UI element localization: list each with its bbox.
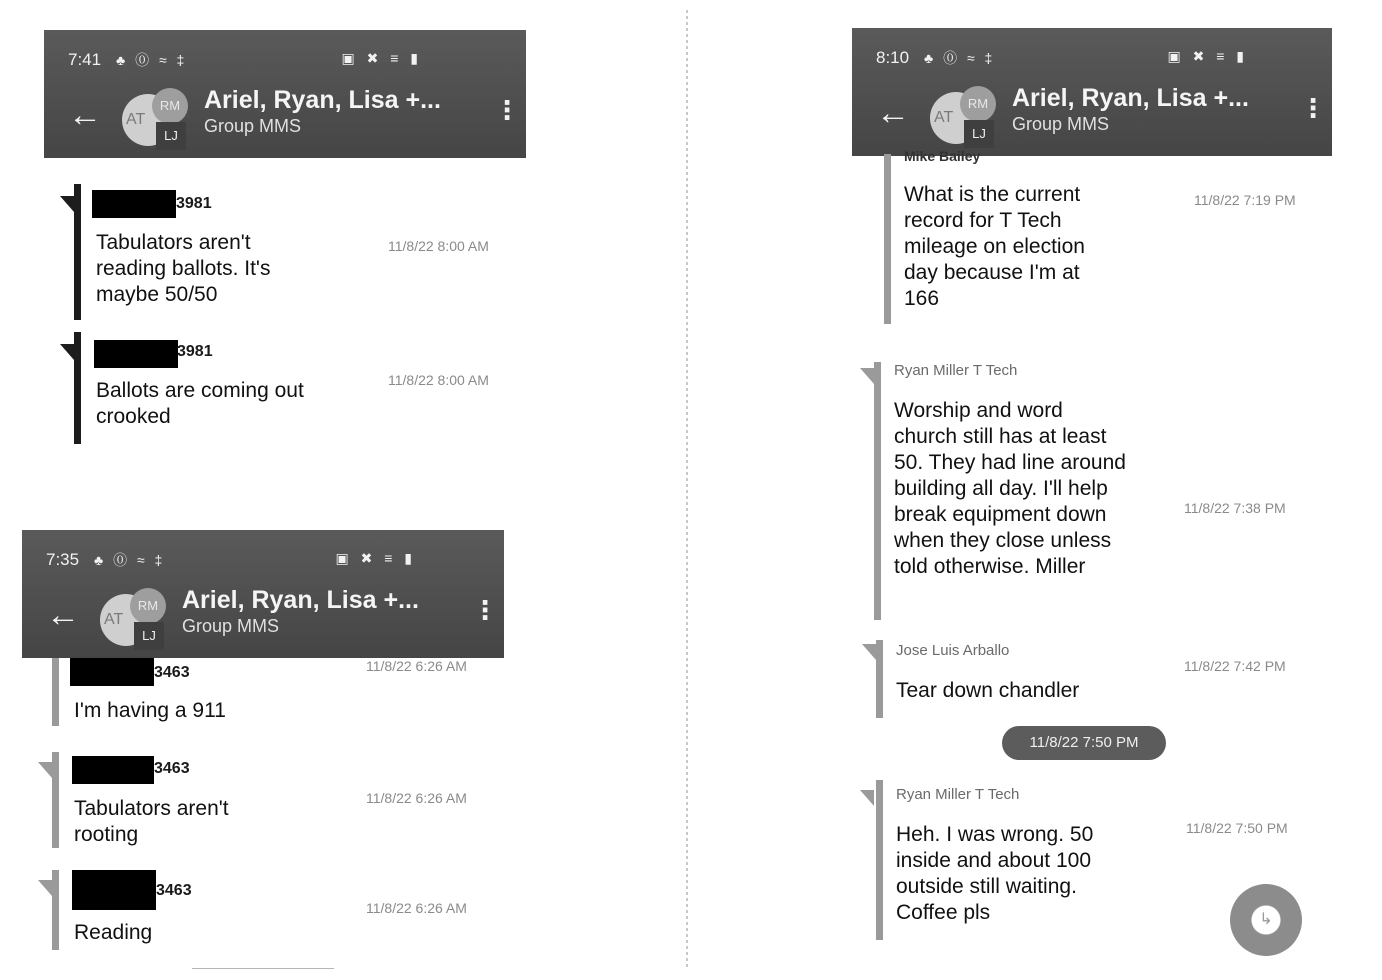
screenshot-b	[22, 530, 504, 970]
message-timestamp: 11/8/22 8:00 AM	[388, 238, 489, 254]
redaction-block	[92, 190, 176, 218]
status-icons-left: ♣ ⓪ ≈ ‡	[94, 552, 166, 568]
message-item[interactable]	[22, 752, 504, 852]
date-separator: 11/8/22 7:50 PM	[1002, 726, 1166, 760]
status-time: 8:10	[876, 48, 910, 67]
bubble-bar	[74, 332, 81, 444]
avatar-initials-b: RM	[152, 88, 188, 124]
message-item[interactable]	[44, 180, 526, 320]
bubble-tail	[60, 196, 74, 212]
sender-name: Ryan Miller T Tech	[896, 786, 1020, 803]
message-timestamp: 11/8/22 7:38 PM	[1184, 500, 1286, 516]
message-text: Tear down chandler	[896, 679, 1080, 702]
avatar-initials-a: AT	[100, 594, 152, 646]
bubble-bar	[876, 780, 883, 940]
sender-label: 3981	[176, 195, 212, 212]
conversation-subtitle: Group MMS	[204, 116, 302, 136]
message-timestamp: 11/8/22 7:50 PM	[1186, 820, 1288, 836]
avatar-initials-c: LJ	[156, 122, 186, 150]
back-arrow-icon[interactable]: ←	[46, 596, 80, 634]
message-item[interactable]	[852, 636, 1332, 720]
bubble-bar	[52, 752, 59, 848]
status-icons-left: ♣ ⓪ ≈ ‡	[116, 52, 188, 68]
status-time: 7:41	[68, 50, 102, 69]
reply-icon[interactable]: ↳	[1230, 884, 1302, 956]
status-icons-right: ▣ ✖ ≡ ▮	[335, 550, 416, 566]
avatar-initials-a: AT	[122, 94, 174, 146]
redaction-block	[72, 870, 156, 910]
message-timestamp: 11/8/22 6:26 AM	[366, 790, 467, 806]
page-rule	[192, 968, 334, 969]
app-header	[44, 30, 526, 158]
group-avatar[interactable]	[100, 588, 168, 656]
redaction-block	[94, 340, 178, 368]
message-timestamp: 11/8/22 7:42 PM	[1184, 658, 1286, 674]
group-avatar[interactable]	[122, 88, 190, 156]
app-header	[22, 530, 504, 658]
sender-name: Jose Luis Arballo	[896, 642, 1010, 659]
status-icons-left: ♣ ⓪ ≈ ‡	[924, 50, 996, 66]
page-divider	[686, 10, 688, 970]
status-time: 7:35	[46, 550, 80, 569]
more-options-icon[interactable]: ⋮	[494, 95, 520, 125]
conversation-title[interactable]: Ariel, Ryan, Lisa +...	[204, 86, 441, 114]
screenshot-c	[852, 28, 1332, 958]
bubble-bar	[884, 154, 891, 324]
avatar-initials-b: RM	[960, 86, 996, 122]
sender-label: 3463	[156, 882, 192, 899]
status-icons-right: ▣ ✖ ≡ ▮	[341, 50, 422, 66]
avatar-initials-c: LJ	[964, 120, 994, 148]
bubble-bar	[52, 658, 59, 726]
avatar-initials-a: AT	[930, 92, 982, 144]
conversation-title[interactable]: Ariel, Ryan, Lisa +...	[182, 586, 419, 614]
message-timestamp: 11/8/22 8:00 AM	[388, 372, 489, 388]
more-options-icon[interactable]: ⋮	[472, 595, 498, 625]
redaction-block	[70, 658, 154, 686]
bubble-bar	[876, 640, 883, 718]
status-icons-right: ▣ ✖ ≡ ▮	[1167, 48, 1248, 64]
message-text: What is the current record for T Tech mileage on election day because I'm at 166	[904, 183, 1085, 310]
bubble-tail	[38, 880, 52, 896]
status-bar	[46, 550, 480, 576]
message-item[interactable]	[22, 658, 504, 730]
message-text: Tabulators aren't reading ballots. It's maybe 50/50	[96, 231, 271, 306]
message-text: Heh. I was wrong. 50 inside and about 100 outside still waiting. Coffee pls	[896, 823, 1094, 924]
redaction-block	[72, 756, 154, 784]
bubble-tail	[860, 368, 874, 384]
more-options-icon[interactable]: ⋮	[1300, 93, 1326, 123]
message-timestamp: 11/8/22 7:19 PM	[1194, 192, 1296, 208]
screenshot-a	[44, 30, 526, 470]
app-header	[852, 28, 1332, 156]
message-timestamp: 11/8/22 6:26 AM	[366, 900, 467, 916]
bubble-tail	[860, 790, 874, 806]
status-bar	[876, 48, 1308, 74]
message-item[interactable]	[852, 358, 1332, 622]
bubble-bar	[52, 870, 59, 950]
status-bar	[68, 50, 502, 76]
conversation-title[interactable]: Ariel, Ryan, Lisa +...	[1012, 84, 1249, 112]
sender-label: 3463	[154, 664, 190, 681]
sender-name: Mike Bailey	[904, 148, 981, 164]
message-item[interactable]	[852, 144, 1332, 328]
message-item[interactable]	[22, 870, 504, 954]
sender-label: 3463	[154, 760, 190, 777]
message-text: Reading	[74, 921, 153, 944]
conversation-subtitle: Group MMS	[182, 616, 280, 636]
message-text: I'm having a 911	[74, 699, 226, 722]
avatar-initials-c: LJ	[134, 622, 164, 650]
bubble-tail	[862, 644, 876, 660]
bubble-tail	[38, 762, 52, 778]
bubble-bar	[74, 184, 81, 320]
sender-name: Ryan Miller T Tech	[894, 362, 1018, 379]
bubble-bar	[874, 362, 881, 620]
bubble-tail	[60, 344, 74, 360]
message-timestamp: 11/8/22 6:26 AM	[366, 658, 467, 674]
back-arrow-icon[interactable]: ←	[876, 94, 910, 132]
back-arrow-icon[interactable]: ←	[68, 96, 102, 134]
message-item[interactable]	[44, 328, 526, 448]
message-text: Ballots are coming out crooked	[96, 379, 304, 428]
message-text: Tabulators aren't rooting	[74, 797, 229, 846]
sender-label: 3981	[177, 343, 213, 360]
conversation-subtitle: Group MMS	[1012, 114, 1110, 134]
message-text: Worship and word church still has at least 50. They had line around building all day. I'll help break equipment down when they close unless told otherwise. Miller	[894, 399, 1126, 578]
avatar-initials-b: RM	[130, 588, 166, 624]
